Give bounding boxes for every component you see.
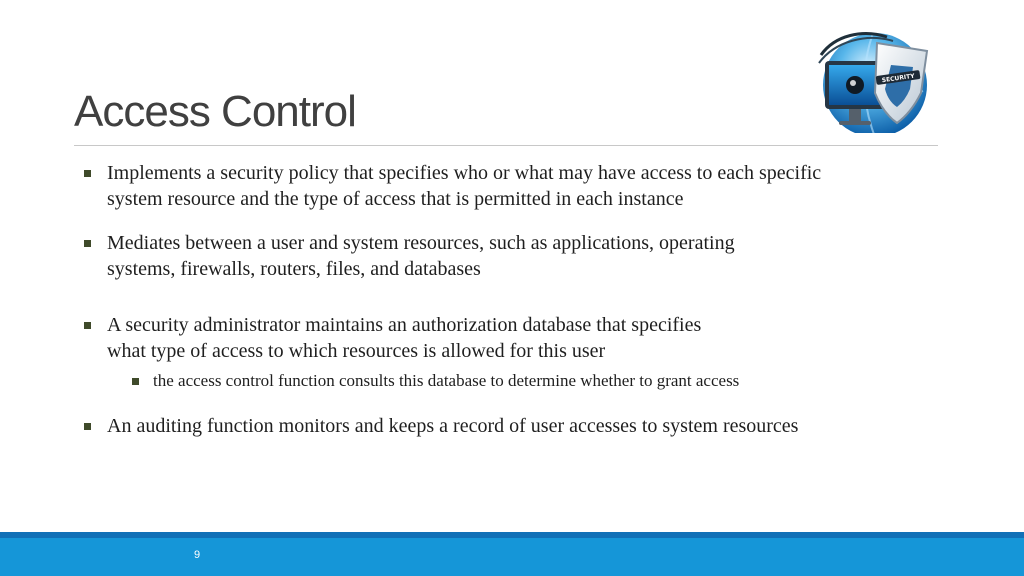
bullet-line: An auditing function monitors and keeps a record of user accesses to system resources — [107, 415, 799, 437]
logo-label: SECURITY — [881, 72, 916, 85]
bullet-text — [107, 413, 798, 439]
bullet-item — [84, 230, 867, 282]
slide-title: Access Control — [74, 87, 356, 136]
bullet-item — [84, 160, 907, 212]
bullet-line: Implements a security policy that specifies who or what may have access to each specific — [107, 162, 822, 184]
bullet-square-icon — [84, 423, 91, 430]
title-divider — [74, 145, 938, 146]
sub-bullet-square-icon — [132, 378, 139, 385]
bullet-line: what type of access to which resources is allowed for this user — [107, 340, 606, 362]
bullet-text — [107, 230, 867, 282]
bullet-line: system resource and the type of access that is permitted in each instance — [107, 188, 684, 210]
bullet-text — [107, 160, 907, 212]
bullet-line: A security administrator maintains an authorization database that specifies — [107, 314, 702, 336]
sub-bullet-item — [132, 370, 739, 392]
bullet-item — [84, 312, 807, 364]
bullet-item — [84, 413, 798, 439]
page-number: 9 — [194, 549, 201, 561]
bullet-line: systems, firewalls, routers, files, and databases — [107, 258, 481, 280]
footer-bar — [0, 538, 1024, 576]
security-shield-icon — [815, 25, 937, 133]
bullet-square-icon — [84, 322, 91, 329]
bullet-line: Mediates between a user and system resources, such as applications, operating — [107, 232, 735, 254]
bullet-square-icon — [84, 170, 91, 177]
bullet-square-icon — [84, 240, 91, 247]
sub-bullet-text: the access control function consults this database to determine whether to grant access — [153, 371, 740, 390]
bullet-text — [107, 312, 807, 364]
